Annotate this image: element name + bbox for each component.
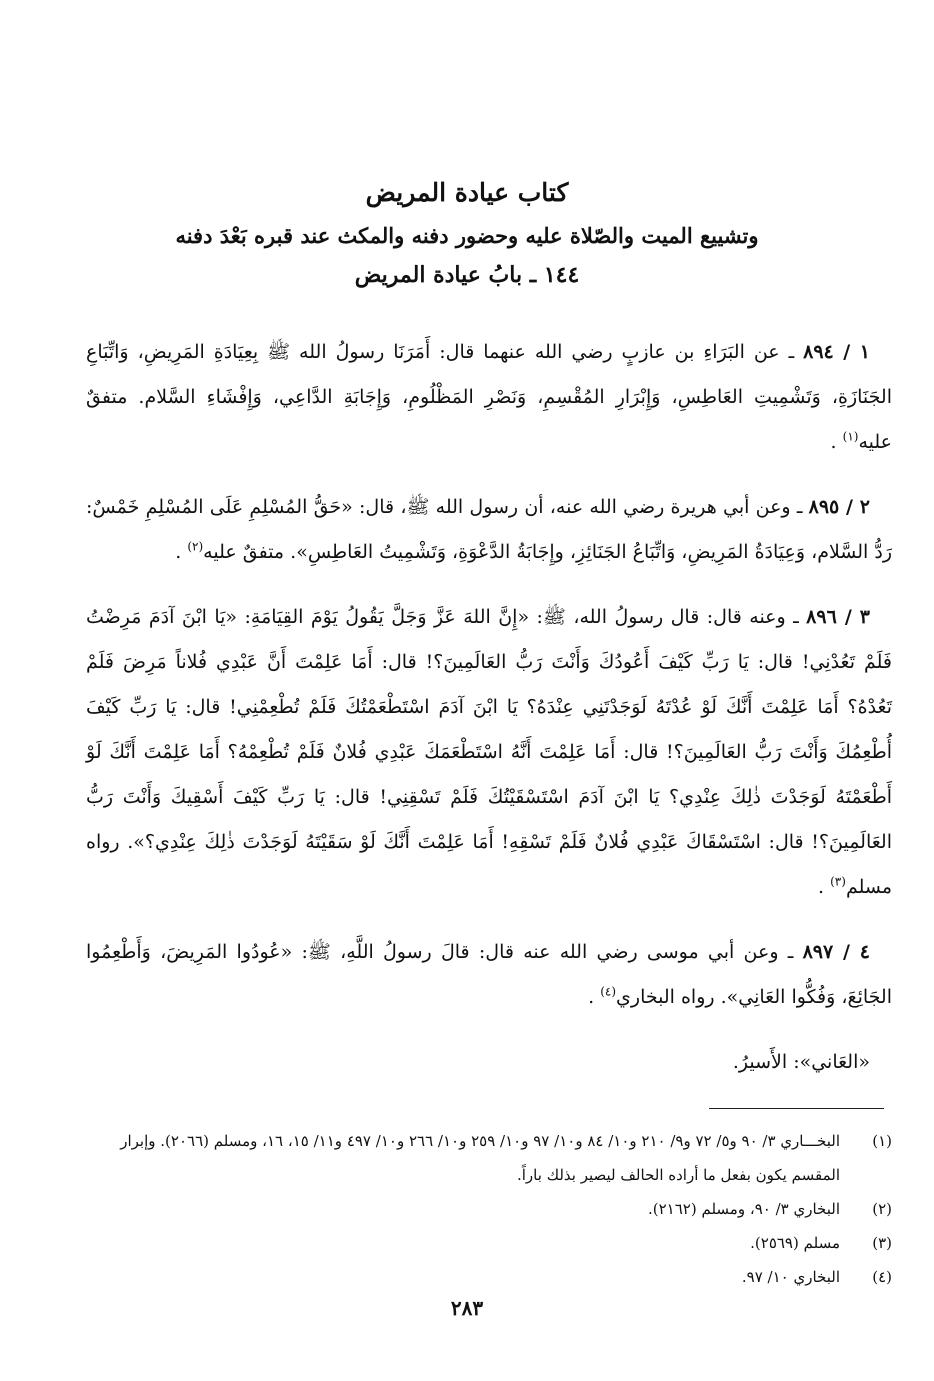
- footnote: [86, 1124, 892, 1192]
- footnote-marker: (٢): [872, 1200, 892, 1218]
- hadith-paragraph: [86, 930, 892, 1020]
- book-title: كتاب عيادة المريض: [365, 178, 569, 207]
- hadith-number: ١ / ٨٩٤: [803, 341, 870, 363]
- title-block: [0, 178, 934, 288]
- footnote-reference: (٤): [600, 984, 617, 999]
- hadith-end: .: [830, 431, 843, 453]
- page-number: ٢٨٣: [450, 1296, 484, 1320]
- hadith-number: ٣ / ٨٩٦: [806, 606, 871, 628]
- footnote-reference: (١): [842, 429, 859, 444]
- hadith-number: ٢ / ٨٩٥: [808, 496, 870, 518]
- hadith-end: .: [818, 876, 831, 898]
- hadith-paragraph: [86, 485, 892, 575]
- footnote: [86, 1192, 892, 1226]
- footnote-reference: (٣): [830, 874, 846, 889]
- footnote-text: مسلم (٢٥٦٩).: [750, 1234, 840, 1252]
- hadith-end: .: [588, 986, 601, 1008]
- footnote-reference: (٢): [187, 539, 204, 554]
- hadith-body: [86, 330, 892, 1085]
- hadith-paragraph: [86, 330, 892, 465]
- footnote-text: البخـــاري ٣/ ٩٠ و٥/ ٧٢ و٩/ ٢١٠ و١٠/ ٨٤ و١٠/ ٩٧ و١٠/ ٢٥٩ و١٠/ ٢٦٦ و١٠/ ٤٩٧ و١١/ ١٥، ١٦، ومسلم (٢٠٦٦). وإبرار المقسم يكون بفعل ما أراده الحالف ليصير بذلك باراً.: [120, 1132, 840, 1184]
- footnote-text: البخاري ١٠/ ٩٧.: [741, 1268, 840, 1286]
- word-gloss: «العَاني»: الأَسيرُ.: [732, 1051, 870, 1073]
- hadith-text: ـ وعنه قال: قال رسولُ الله، ﷺ: «إِنَّ اللهَ عَزَّ وَجَلَّ يَقُولُ يَوْمَ القِيَامَةِ: «يَا ابْنَ آدَمَ مَرِضْتُ فَلَمْ تَعُدْنِي! قال: يَا رَبِّ كَيْفَ أَعُودُكَ وَأَنْتَ رَبُّ العَالَمِينَ؟! قال: أَمَا عَلِمْتَ أَنَّ عَبْدِي فُلاناً مَرِضَ فَلَمْ تَعُدْهُ؟ أَمَا عَلِمْتَ أَنَّكَ لَوْ عُدْتَهُ لَوَجَدْتَنِي عِنْدَهُ؟ يَا ابْنَ آدَمَ اسْتَطْعَمْتُكَ فَلَمْ تُطْعِمْنِي! قال: يَا رَبِّ كَيْفَ أُطْعِمُكَ وَأَنْتَ رَبُّ العَالَمِينَ؟! قال: أَمَا عَلِمْتَ أَنَّهُ اسْتَطْعَمَكَ عَبْدِي فُلانٌ فَلَمْ تُطْعِمْهُ؟ أَمَا عَلِمْتَ أَنَّكَ لَوْ أَطْعَمْتَهُ لَوَجَدْتَ ذٰلِكَ عِنْدِي؟ يَا ابْنَ آدَمَ اسْتَسْقَيْتُكَ فَلَمْ تَسْقِنِي! قال: يَا رَبِّ كَيْفَ أَسْقِيكَ وَأَنْتَ رَبُّ العَالَمِينَ؟! قال: اسْتَسْقَاكَ عَبْدِي فُلانٌ فَلَمْ تَسْقِهِ! أَمَا عَلِمْتَ أَنَّكَ لَوْ سَقَيْتَهُ لَوَجَدْتَ ذٰلِكَ عِنْدِي؟». رواه مسلم: [86, 606, 892, 898]
- footnote-text: البخاري ٣/ ٩٠، ومسلم (٢١٦٢).: [648, 1200, 840, 1218]
- hadith-paragraph: [86, 595, 892, 910]
- chapter-title: ١٤٤ ـ بابُ عيادة المريض: [354, 262, 580, 288]
- book-subtitle: وتشييع الميت والصّلاة عليه وحضور دفنه والمكث عند قبره بَعْدَ دفنه: [175, 223, 759, 248]
- hadith-text: ـ وعن أبي هريرة رضي الله عنه، أن رسول الله ﷺ، قال: «حَقُّ المُسْلِمِ عَلَى المُسْلِمِ خَمْسٌ: رَدُّ السَّلام، وَعِيَادَةُ المَرِيضِ، وَاتِّبَاعُ الجَنَائِزِ، وإِجَابَةُ الدَّعْوَةِ، وَتَشْمِيتُ العَاطِسِ». متفقٌ عليه: [86, 496, 892, 563]
- hadith-text: ـ عن البَرَاءِ بن عازبٍ رضي الله عنهما قال: أَمَرَنَا رسولُ الله ﷺ بِعِيَادَةِ المَرِيضِ، وَاتِّبَاعِ الجَنَازَةِ، وَتَشْمِيتِ العَاطِسِ، وَإِبْرَارِ المُقْسِمِ، وَنَصْرِ المَظْلُومِ، وَإِجَابَةِ الدَّاعِي، وَإِفْشَاءِ السَّلام. متفقٌ عليه: [86, 341, 892, 453]
- hadith-number: ٤ / ٨٩٧: [802, 941, 871, 963]
- hadith-end: .: [175, 541, 188, 563]
- footnote: [86, 1226, 892, 1260]
- footnote: [86, 1260, 892, 1294]
- footnote-divider: [709, 1108, 884, 1109]
- footnotes: [86, 1124, 892, 1294]
- footnote-marker: (١): [872, 1132, 892, 1150]
- hadith-text: ـ وعن أبي موسى رضي الله عنه قال: قالَ رسولُ اللَّهِ، ﷺ: «عُودُوا المَرِيضَ، وَأَطْعِمُوا الجَائِعَ، وَفُكُّوا العَانِي». رواه البخاري: [86, 941, 892, 1008]
- footnote-marker: (٣): [872, 1234, 892, 1252]
- footnote-marker: (٤): [872, 1268, 892, 1286]
